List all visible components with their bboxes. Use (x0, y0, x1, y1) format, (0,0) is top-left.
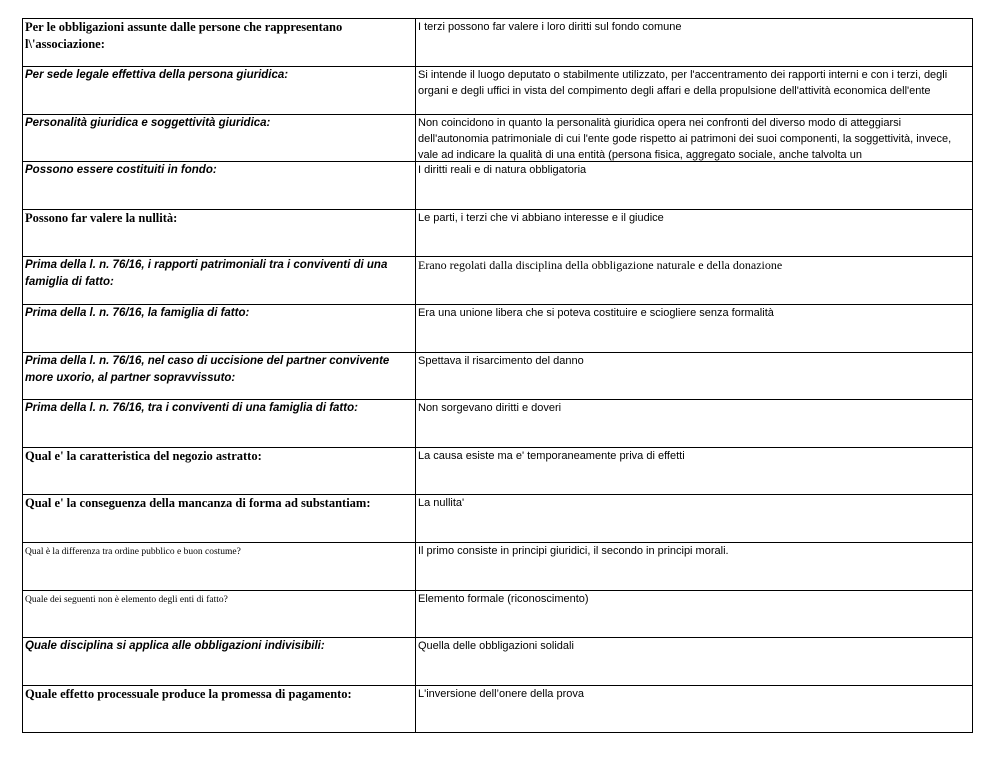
table-row (23, 19, 973, 67)
table-row (23, 447, 973, 495)
table-row (23, 590, 973, 638)
qa-table (22, 18, 973, 733)
table-row (23, 638, 973, 686)
answer-cell: La causa esiste ma e' temporaneamente priva di effetti (416, 447, 973, 495)
answer-text: Si intende il luogo deputato o stabilmente utilizzato, per l'accentramento dei rapporti interni e con i terzi, degli organi e degli uffici in vista del compimento degli affari e della propulsione dell'attività economica dell'ente (418, 69, 948, 97)
table-row (23, 67, 973, 115)
answer-cell: Le parti, i terzi che vi abbiano interesse e il giudice (416, 209, 973, 257)
question-cell: Per sede legale effettiva della persona giuridica: (23, 67, 416, 115)
table-row (23, 352, 973, 400)
answer-cell: Quella delle obbligazioni solidali (416, 638, 973, 686)
question-cell: Prima della l. n. 76/16, nel caso di uccisione del partner convivente more uxorio, al partner sopravvissuto: (23, 352, 416, 400)
question-cell: Quale dei seguenti non è elemento degli enti di fatto? (23, 590, 416, 638)
table-row (23, 162, 973, 210)
answer-cell: La nullita' (416, 495, 973, 543)
table-row (23, 685, 973, 733)
question-cell: Personalità giuridica e soggettività giuridica: (23, 114, 416, 162)
answer-cell (416, 67, 973, 115)
answer-cell: Erano regolati dalla disciplina della obbligazione naturale e della donazione (416, 257, 973, 305)
question-cell: Quale effetto processuale produce la promessa di pagamento: (23, 685, 416, 733)
question-cell: Qual è la differenza tra ordine pubblico e buon costume? (23, 542, 416, 590)
question-cell: Per le obbligazioni assunte dalle persone che rappresentano l\'associazione: (23, 19, 416, 67)
answer-cell: I diritti reali e di natura obbligatoria (416, 162, 973, 210)
table-row (23, 400, 973, 448)
table-row (23, 257, 973, 305)
question-cell: Prima della l. n. 76/16, i rapporti patrimoniali tra i conviventi di una famiglia di fatto: (23, 257, 416, 305)
table-row (23, 114, 973, 162)
question-cell: Prima della l. n. 76/16, la famiglia di fatto: (23, 304, 416, 352)
question-cell: Possono essere costituiti in fondo: (23, 162, 416, 210)
answer-cell: Era una unione libera che si poteva costituire e sciogliere senza formalità (416, 304, 973, 352)
table-row (23, 495, 973, 543)
answer-cell: L'inversione dell’onere della prova (416, 685, 973, 733)
answer-cell: Spettava il risarcimento del danno (416, 352, 973, 400)
table-row (23, 304, 973, 352)
table-row (23, 542, 973, 590)
answer-cell: I terzi possono far valere i loro diritti sul fondo comune (416, 19, 973, 67)
question-cell: Qual e' la conseguenza della mancanza di forma ad substantiam: (23, 495, 416, 543)
question-cell: Quale disciplina si applica alle obbligazioni indivisibili: (23, 638, 416, 686)
answer-cell: Elemento formale (riconoscimento) (416, 590, 973, 638)
answer-text: Non coincidono in quanto la personalità giuridica opera nei confronti del diverso modo di atteggiarsi dell'autonomia patrimoniale di cui l'ente gode rispetto ai patrimoni dei suoi componenti, la soggettività, invece, vale ad indicare la qualità di una entità (persona fisica, aggregato sociale, anche talvolta un (418, 116, 952, 161)
question-cell: Possono far valere la nullità: (23, 209, 416, 257)
table-row (23, 209, 973, 257)
answer-cell: Non sorgevano diritti e doveri (416, 400, 973, 448)
question-cell: Qual e' la caratteristica del negozio astratto: (23, 447, 416, 495)
answer-cell (416, 114, 973, 162)
answer-cell: Il primo consiste in principi giuridici, il secondo in principi morali. (416, 542, 973, 590)
question-cell: Prima della l. n. 76/16, tra i conviventi di una famiglia di fatto: (23, 400, 416, 448)
